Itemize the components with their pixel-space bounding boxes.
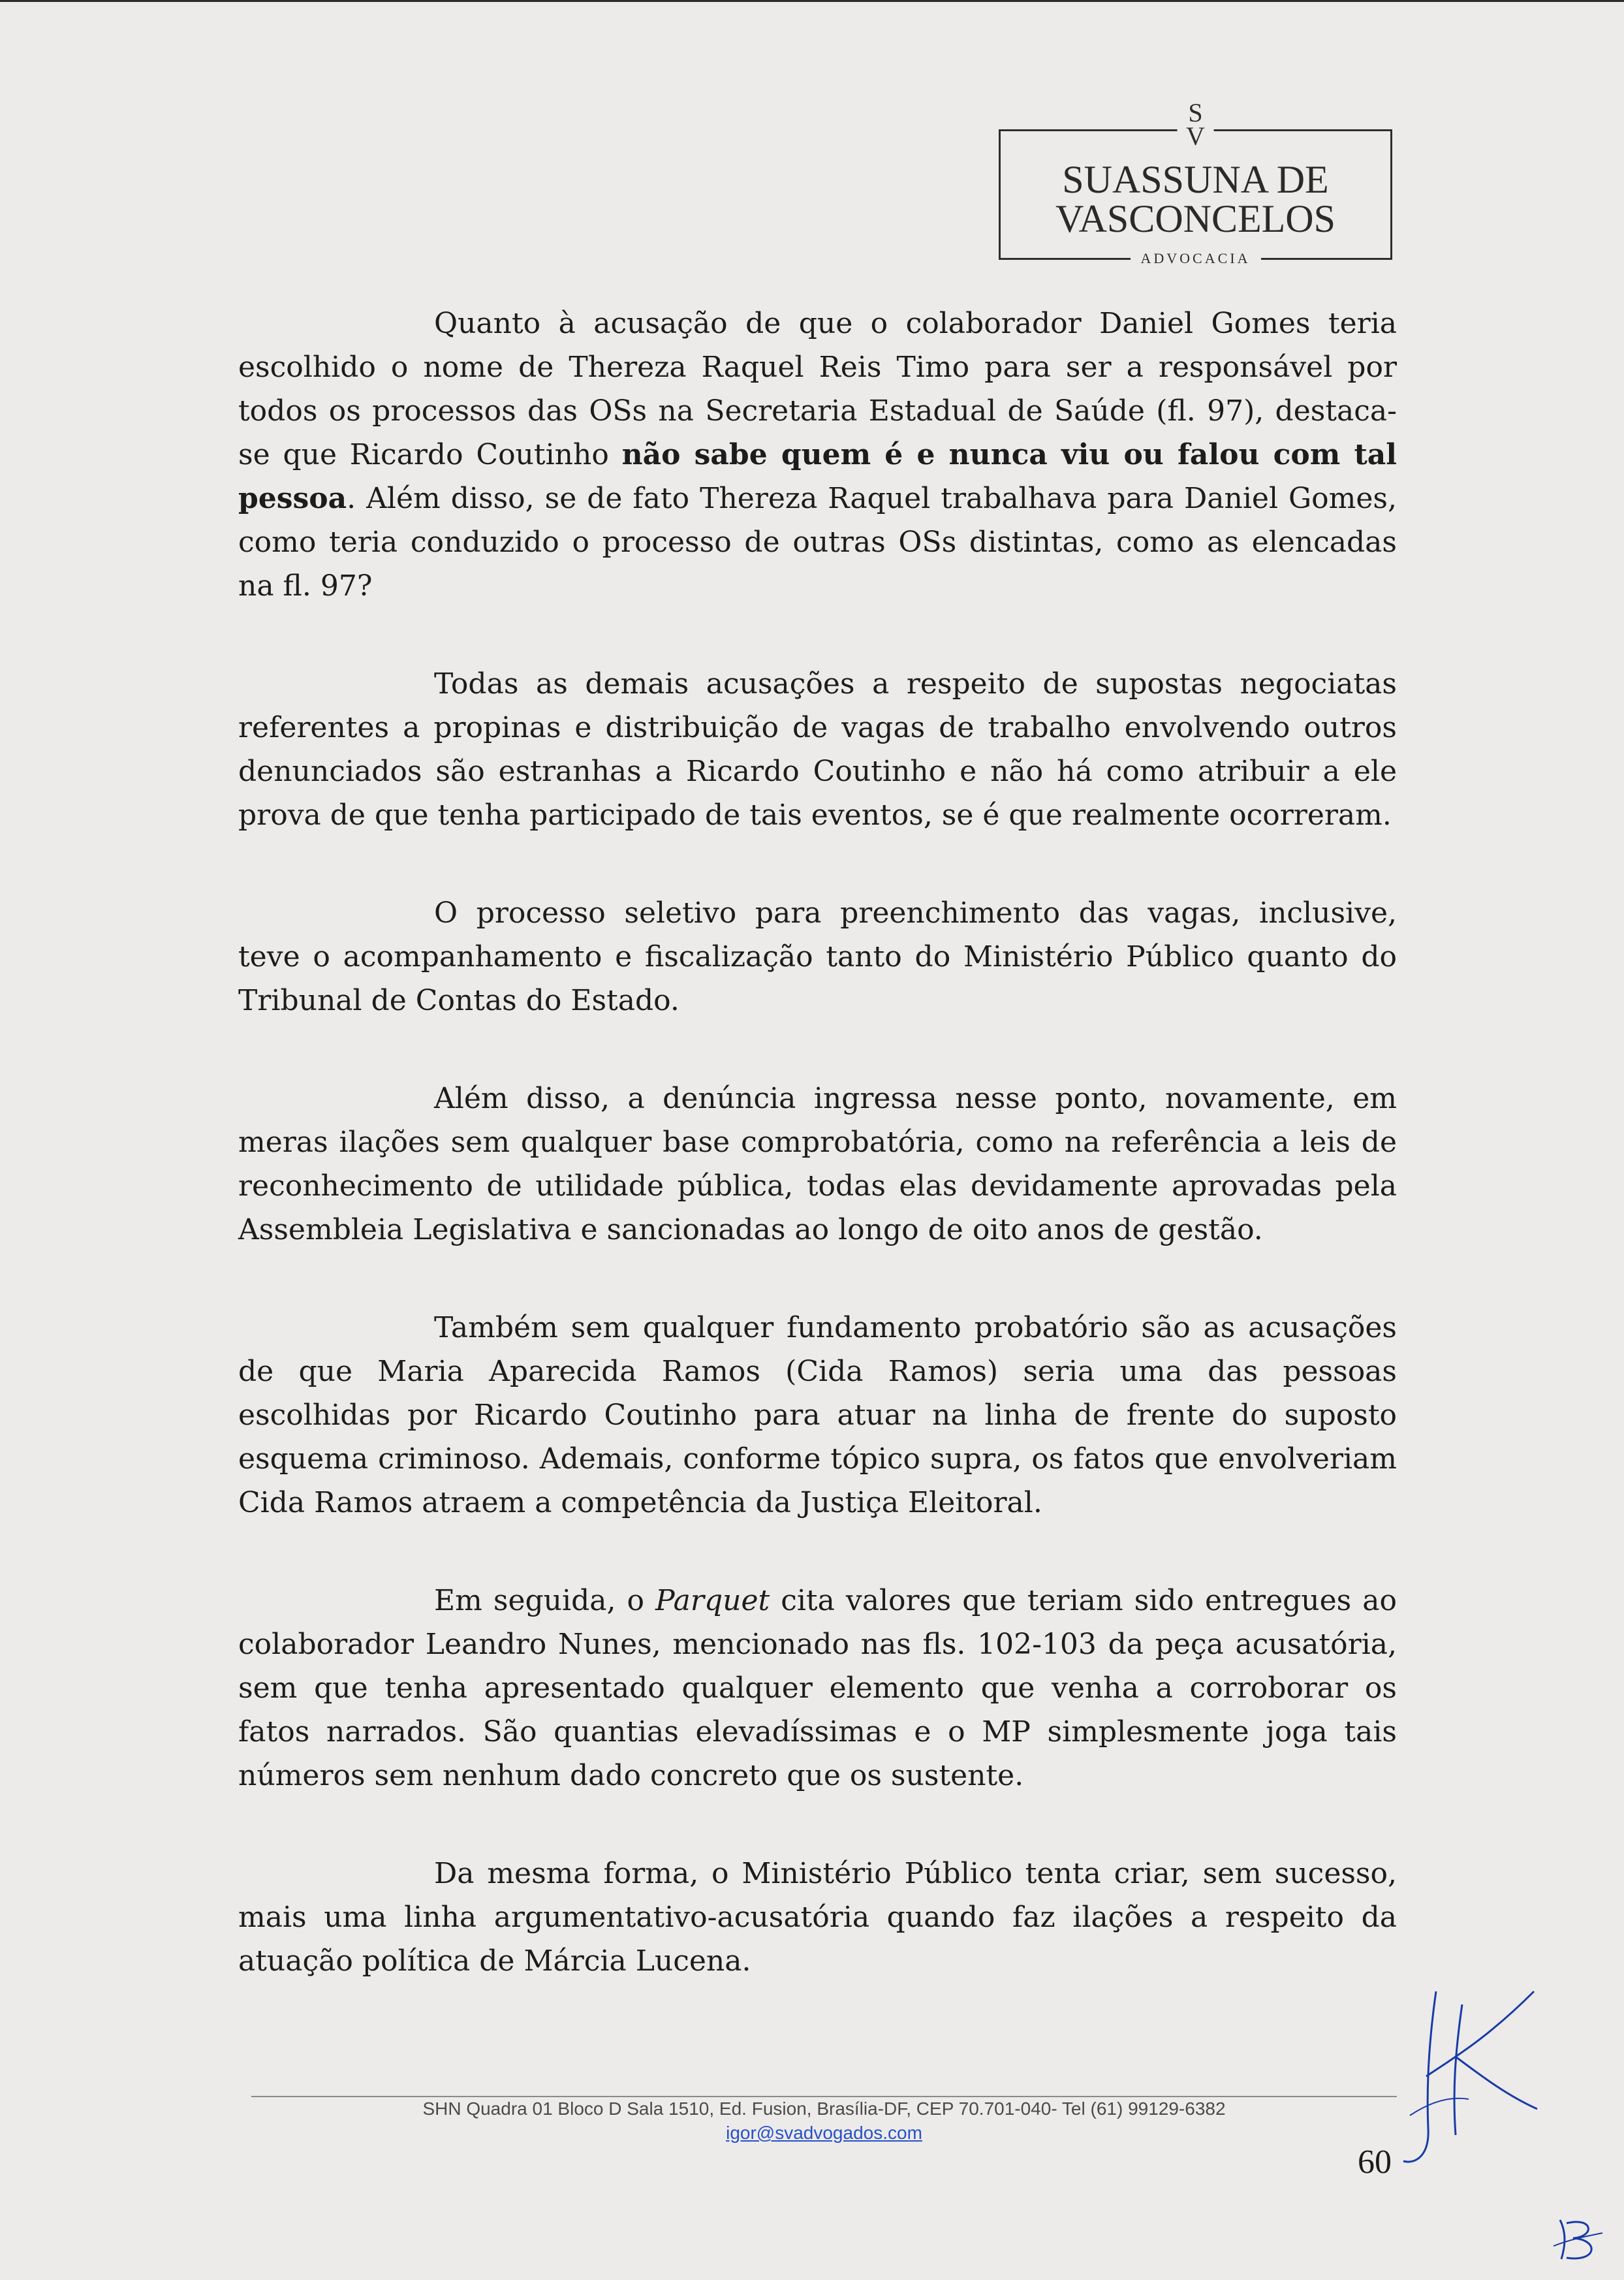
firm-subtitle: ADVOCACIA	[1131, 250, 1261, 267]
text-run: Todas as demais acusações a respeito de supostas negociatas referentes a propinas e distribuição de vagas de trabalho envolvendo outros denunciados são estranhas a Ricardo Coutinho e não há como atribuir a ele prova de que tenha participado de tais eventos, se é que realmente ocorreram.	[238, 667, 1397, 832]
page-number: 60	[1358, 2144, 1392, 2181]
firm-name-line2: VASCONCELOS	[1055, 197, 1335, 240]
text-run: Quanto à acusação de que o colaborador Daniel Gomes teria escolhido o nome de Thereza Raquel Reis Timo para ser a responsável por todos os processos das OSs na Secretaria Estadual de Saúde (fl. 97), destaca-se que Ricardo Coutinho	[238, 307, 1397, 471]
paragraph	[238, 891, 1397, 1022]
text-run: Da mesma forma, o Ministério Público tenta criar, sem sucesso, mais uma linha argumentativo-acusatória quando faz ilações a respeito da atuação política de Márcia Lucena.	[238, 1857, 1397, 1978]
text-run: Também sem qualquer fundamento probatório são as acusações de que Maria Aparecida Ramos (Cida Ramos) seria uma das pessoas escolhidas por Ricardo Coutinho para atuar na linha de frente do suposto esquema criminoso. Ademais, conforme tópico supra, os fatos que envolveriam Cida Ramos atraem a competência da Justiça Eleitoral.	[238, 1311, 1397, 1519]
firm-name	[1001, 160, 1390, 238]
letterhead-logo	[999, 98, 1392, 266]
italic-text: Parquet	[655, 1584, 770, 1617]
text-run: Em seguida, o	[434, 1584, 656, 1617]
paragraph	[238, 1077, 1397, 1252]
text-run: cita valores que teriam sido entregues ao colaborador Leandro Nunes, mencionado nas fls. 102-103 da peça acusatória, sem que tenha apresentado qualquer elemento que venha a corroborar os fatos narrados. São quantias elevadíssimas e o MP simplesmente joga tais números sem nenhum dado concreto que os sustente.	[238, 1584, 1398, 1792]
monogram-s: S	[1188, 98, 1203, 127]
paragraph	[238, 302, 1397, 608]
footer-email-link[interactable]: igor@svadvogados.com	[726, 2123, 922, 2143]
handwritten-signature	[1390, 1978, 1540, 2168]
paragraph	[238, 1852, 1397, 1983]
paragraph	[238, 662, 1397, 837]
footer-address: SHN Quadra 01 Bloco D Sala 1510, Ed. Fusion, Brasília-DF, CEP 70.701-040- Tel (61) 99129-6382	[422, 2098, 1226, 2119]
page-top-edge	[0, 0, 1624, 2]
footer-divider	[251, 2096, 1397, 2097]
logo-monogram	[1177, 98, 1214, 151]
firm-name-line1: SUASSUNA DE	[1062, 158, 1329, 201]
text-run: . Além disso, se de fato Thereza Raquel trabalhava para Daniel Gomes, como teria conduzido o processo de outras OSs distintas, como as elencadas na fl. 97?	[238, 482, 1397, 603]
monogram-v: V	[1186, 121, 1205, 151]
text-run: Além disso, a denúncia ingressa nesse ponto, novamente, em meras ilações sem qualquer base comprobatória, como na referência a leis de reconhecimento de utilidade pública, todas elas devidamente aprovadas pela Assembleia Legislativa e sancionadas ao longo de oito anos de gestão.	[238, 1082, 1397, 1246]
bold-text: não sabe quem é e nunca viu ou falou com tal pessoa	[238, 438, 1397, 515]
paragraph	[238, 1579, 1397, 1797]
text-run: O processo seletivo para preenchimento das vagas, inclusive, teve o acompanhamento e fiscalização tanto do Ministério Público quanto do Tribunal de Contas do Estado.	[238, 896, 1397, 1017]
handwritten-initials	[1547, 2207, 1606, 2266]
paragraph	[238, 1306, 1397, 1525]
document-body	[238, 302, 1397, 2037]
